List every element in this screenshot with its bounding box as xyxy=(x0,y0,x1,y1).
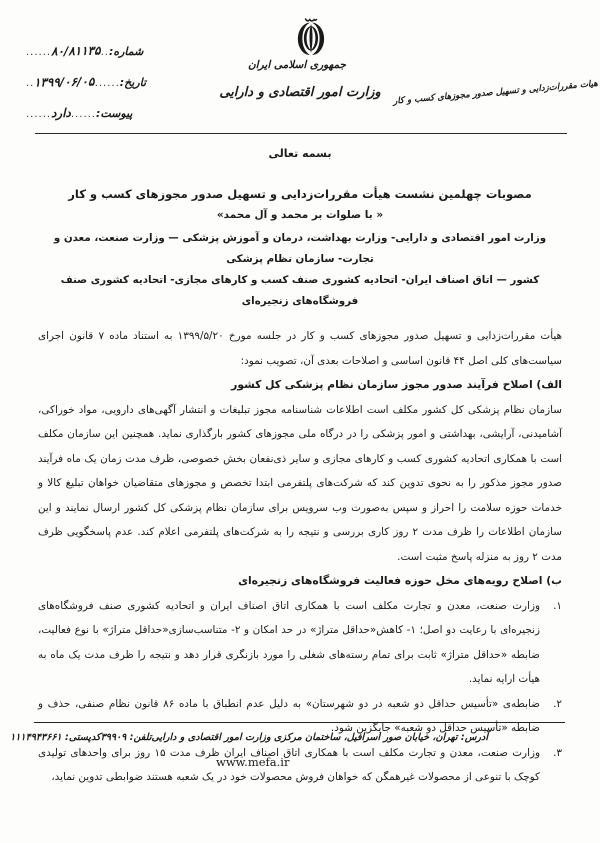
section-a-heading: الف) اصلاح فرآیند صدور مجوز سازمان نظام پزشکی کل کشور xyxy=(231,378,562,391)
letter-body xyxy=(38,147,562,790)
section-a-paragraph: سازمان نظام پزشکی کل کشور مکلف است اطلاعات شناسنامه مجوز تبلیغات و انتشار آگهی‌های دارویی، مواد خوراکی، آشامیدنی، آرایشی، بهداشتی و امور پزشکی را در درگاه ملی مجوزهای کشور بارگذاری نماید. همچنین این سازمان مکلف است با همکاری اتحادیه کشوری کسب و کارهای مجازی و سایر ذی‌نفعان بخش خصوصی، ظرف مدت زمان یک ماه فرآیند صدور مجوز مذکور را به نحوی تدوین کند که شرکت‌های پلتفرمی ابتدا تخصص و مجوزهای متقاضیان خواهان تبلیغ کالا و خدمات حوزه سلامت را احراز و سپس به‌صورت وب سرویس برای سازمان نظام پزشکی کل کشور ارسال نمایند و این سازمان اطلاعات را ظرف مدت ۲ روز کاری بررسی و نتیجه را به شرکت‌های پلتفرمی اعلام کند. عدم پاسخگویی ظرف مدت ۲ روز به منزله پاسخ مثبت است. xyxy=(38,403,562,563)
item-3-text: وزارت صنعت، معدن و تجارت مکلف است با همکاری اتاق اصناف ایران ظرف مدت ۱۵ روز برای واحدهای تولیدی کوچک با تنوعی از محصولات غیرهمگن که خواهان فروش محصولات خود در یک شعبه هستند ضوابطی تدوین نماید، xyxy=(38,746,540,783)
addressees-line-2: کشور — اتاق اصناف ایران- اتحادیه کشوری صنف کسب و کارهای مجازی- اتحادیه کشوری صنف فروشگاه‌های زنجیره‌ای xyxy=(60,274,540,307)
ministry-name: وزارت امور اقتصادی و دارایی xyxy=(219,85,381,100)
iran-allah-emblem-icon xyxy=(290,17,332,61)
item-2-number: ۲. xyxy=(553,697,562,710)
date-label: تاریخ: xyxy=(119,76,147,89)
phone-value: ۳۹۹۰۹ xyxy=(100,732,127,743)
list-item-1 xyxy=(38,594,562,692)
footer-contact-row xyxy=(10,732,488,743)
list-item-3 xyxy=(38,741,562,790)
item-3-number: ۳. xyxy=(553,746,562,759)
dotted-leader: ...... xyxy=(70,109,96,120)
dotted-leader: ...... xyxy=(26,109,52,120)
letter-number-row xyxy=(26,44,242,58)
salawat-line: « با صلوات بر محمد و آل محمد» xyxy=(216,209,384,221)
dotted-leader: .. xyxy=(26,78,35,89)
dotted-leader: ...... xyxy=(26,47,52,58)
besmeh-taali: بسمه تعالی xyxy=(268,147,332,160)
item-2-text: ضابطه‌ی «تأسیس حداقل دو شعبه در دو شهرستان» به دلیل عدم انطباق با ماده ۸۶ قانون نظام صنفی، حذف و ضابطه «تأسیس حداقل دو شعبه» جایگزین شود. xyxy=(38,697,540,734)
footer-postal xyxy=(10,732,100,743)
addressees-block xyxy=(38,228,562,312)
country-name: جمهوری اسلامی ایران xyxy=(247,59,347,71)
date-value: ۱۳۹۹/۰۶/۰۵ xyxy=(34,74,95,90)
number-label: شماره: xyxy=(108,45,144,58)
item-1-text: وزارت صنعت، معدن و تجارت مکلف است با همکاری اتاق اصناف ایران و اتحادیه کشوری صنف فروشگاه‌های زنجیره‌ای با رعایت دو اصل؛ ۱- کاهش«حداقل متراژ» در حد امکان و ۲- متناسب‌سازی«حداقل متراژ» با نوع فعالیت، ضابطه «حداقل متراژ» ثابت برای تمام رسته‌های شغلی را مورد بازنگری قرار دهد و نتیجه را ظرف مدت یک ماه به هیأت ارایه نماید. xyxy=(38,599,541,685)
footer-phone xyxy=(101,732,152,743)
postal-label: کدپستی: xyxy=(65,732,101,743)
deregulation-board-name: هیات مقررات‌زدایی و تسهیل صدور مجوزهای کسب و کار xyxy=(392,78,599,107)
footer-divider xyxy=(34,722,565,723)
number-value: ۸۰/۸۱۱۳۵ xyxy=(50,43,101,59)
attachment-value: دارد xyxy=(50,105,72,121)
letter-title: مصوبات چهلمین نشست هیأت مقررات‌زدایی و تسهیل صدور مجوزهای کسب و کار xyxy=(68,187,532,201)
attachment-label: پیوست: xyxy=(95,107,133,120)
dotted-leader: .. xyxy=(100,47,109,58)
dotted-leader: ...... xyxy=(94,78,120,89)
addressees-line-1: وزارت امور اقتصادی و دارایی- وزارت بهداشت، درمان و آموزش پزشکی — وزارت صنعت، معدن و تجارت- سازمان نظام پزشکی xyxy=(53,232,547,265)
footer-website: www.mefa.ir xyxy=(216,755,290,769)
letter-attachment-row xyxy=(26,106,242,120)
intro-paragraph: هیأت مقررات‌زدایی و تسهیل صدور مجوزهای کسب و کار در جلسه مورخ ۱۳۹۹/۵/۲۰ به استناد ماده ۷ قانون اجرای سیاست‌های کلی اصل ۴۴ قانون اساسی و اصلاحات بعدی آن، تصویب نمود: xyxy=(38,330,562,367)
header-divider xyxy=(35,133,567,134)
footer-address: آدرس: تهران، خیابان صور اسرافیل، ساختمان مرکزی وزارت امور اقتصادی و دارایی xyxy=(151,732,488,743)
item-1-number: ۱. xyxy=(553,599,562,612)
phone-label: تلفن: xyxy=(129,732,152,743)
postal-value: ۱۱۱۴۹۴۳۶۶۱ xyxy=(10,732,62,743)
section-b-heading: ب) اصلاح رویه‌های مخل حوزه فعالیت فروشگاه‌های زنجیره‌ای xyxy=(238,574,562,587)
